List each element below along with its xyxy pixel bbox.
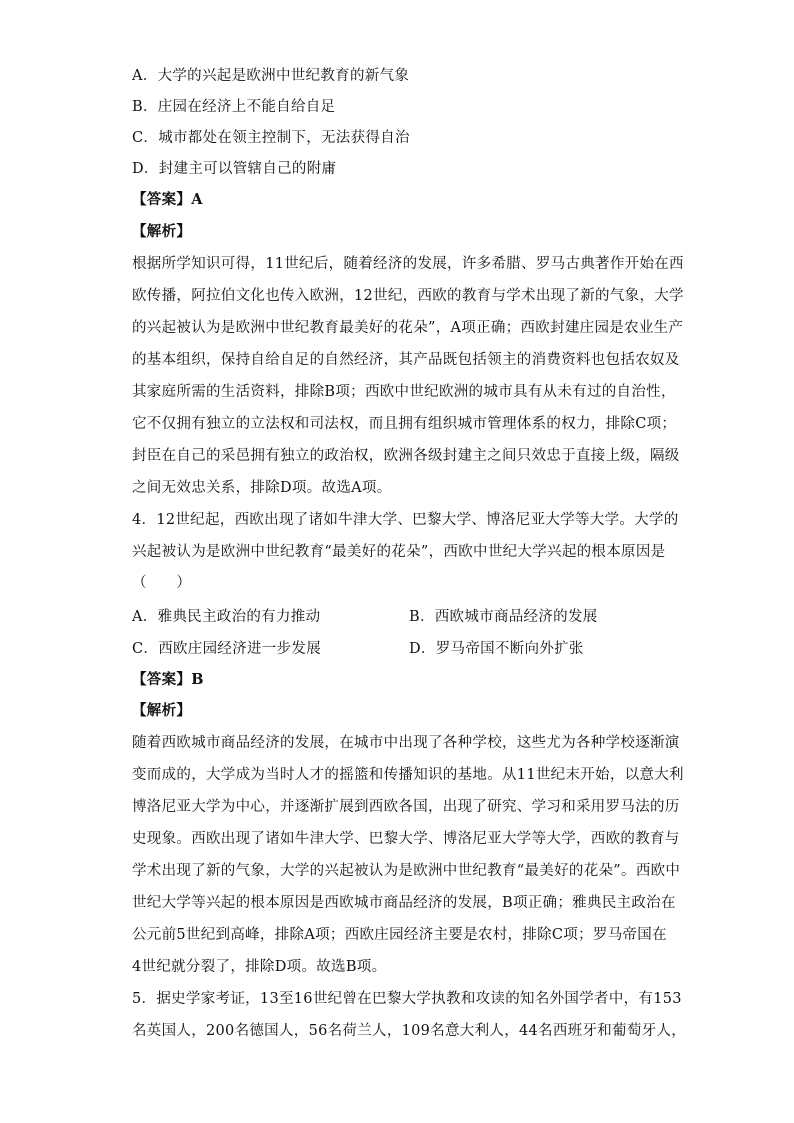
q4-analysis-line: 博洛尼亚大学为中心，并逐渐扩展到西欧各国，出现了研究、学习和采用罗马法的历 xyxy=(132,799,680,815)
q4-analysis-line: 公元前5世纪到高峰，排除A项；西欧庄园经济主要是农村，排除C项；罗马帝国在 xyxy=(132,927,667,943)
q3-analysis-label: 【解析】 xyxy=(132,223,192,240)
q4-analysis-line: 4世纪就分裂了，排除D项。故选B项。 xyxy=(132,959,387,975)
q4-option-d: D．罗马帝国不断向外扩张 xyxy=(409,641,584,657)
q3-analysis-line: 的兴起被认为是欧洲中世纪教育最美好的花朵”，A项正确；西欧封建庄园是农业生产 xyxy=(132,320,684,336)
q3-analysis-line: 之间无效忠关系，排除D项。故选A项。 xyxy=(132,480,392,496)
q3-analysis-line: 它不仅拥有独立的立法权和司法权，而且拥有组织城市管理体系的权力，排除C项； xyxy=(132,416,677,432)
q4-analysis-line: 学术出现了新的气象，大学的兴起被认为是欧洲中世纪教育“最美好的花朵”。西欧中 xyxy=(132,863,681,879)
q3-analysis-line: 的基本组织，保持自给自足的自然经济，其产品既包括领主的消费资料也包括农奴及 xyxy=(132,352,680,368)
q5-stem-line: 名英国人，200名德国人，56名荷兰人，109名意大利人，44名西班牙和葡萄牙人， xyxy=(132,1023,687,1039)
q4-option-a: A．雅典民主政治的有力推动 xyxy=(132,609,321,625)
q3-analysis-line: 欧传播，阿拉伯文化也传入欧洲，12世纪，西欧的教育与学术出现了新的气象，大学 xyxy=(132,288,684,304)
q4-analysis-line: 史现象。西欧出现了诸如牛津大学、巴黎大学、博洛尼亚大学等大学，西欧的教育与 xyxy=(132,831,680,847)
q4-stem-line: 4．12世纪起，西欧出现了诸如牛津大学、巴黎大学、博洛尼亚大学等大学。大学的 xyxy=(132,512,679,528)
q3-option-a: A．大学的兴起是欧洲中世纪教育的新气象 xyxy=(132,68,410,84)
q4-analysis-line: 世纪大学等兴起的根本原因是西欧城市商品经济的发展，B项正确；雅典民主政治在 xyxy=(132,895,676,911)
q4-option-b: B．西欧城市商品经济的发展 xyxy=(409,609,598,625)
q3-analysis-line: 根据所学知识可得，11世纪后，随着经济的发展，许多希腊、罗马古典著作开始在西 xyxy=(132,256,684,272)
q3-analysis-line: 封臣在自己的采邑拥有独立的政治权，欧洲各级封建主之间只效忠于直接上级，隔级 xyxy=(132,448,680,464)
q4-answer: 【答案】B xyxy=(132,671,204,688)
q4-analysis-label: 【解析】 xyxy=(132,702,192,719)
q5-stem-line: 5．据史学家考证，13至16世纪曾在巴黎大学执教和攻读的知名外国学者中，有153 xyxy=(132,991,682,1007)
q3-answer: 【答案】A xyxy=(132,191,203,208)
q3-analysis-line: 其家庭所需的生活资料，排除B项；西欧中世纪欧洲的城市具有从未有过的自治性， xyxy=(132,384,676,400)
q4-stem-blank: （ ） xyxy=(132,575,192,591)
q3-option-d: D．封建主可以管辖自己的附庸 xyxy=(132,161,337,177)
q3-option-b: B．庄园在经济上不能自给自足 xyxy=(132,99,336,115)
q4-option-c: C．西欧庄园经济进一步发展 xyxy=(132,641,321,657)
q4-analysis-line: 变而成的，大学成为当时人才的摇篮和传播知识的基地。从11世纪末开始，以意大利 xyxy=(132,767,684,783)
q4-stem-line: 兴起被认为是欧洲中世纪教育“最美好的花朵”，西欧中世纪大学兴起的根本原因是 xyxy=(132,544,666,560)
q4-analysis-line: 随着西欧城市商品经济的发展，在城市中出现了各种学校，这些尤为各种学校逐渐演 xyxy=(132,735,680,751)
q3-option-c: C．城市都处在领主控制下，无法获得自治 xyxy=(132,130,410,146)
